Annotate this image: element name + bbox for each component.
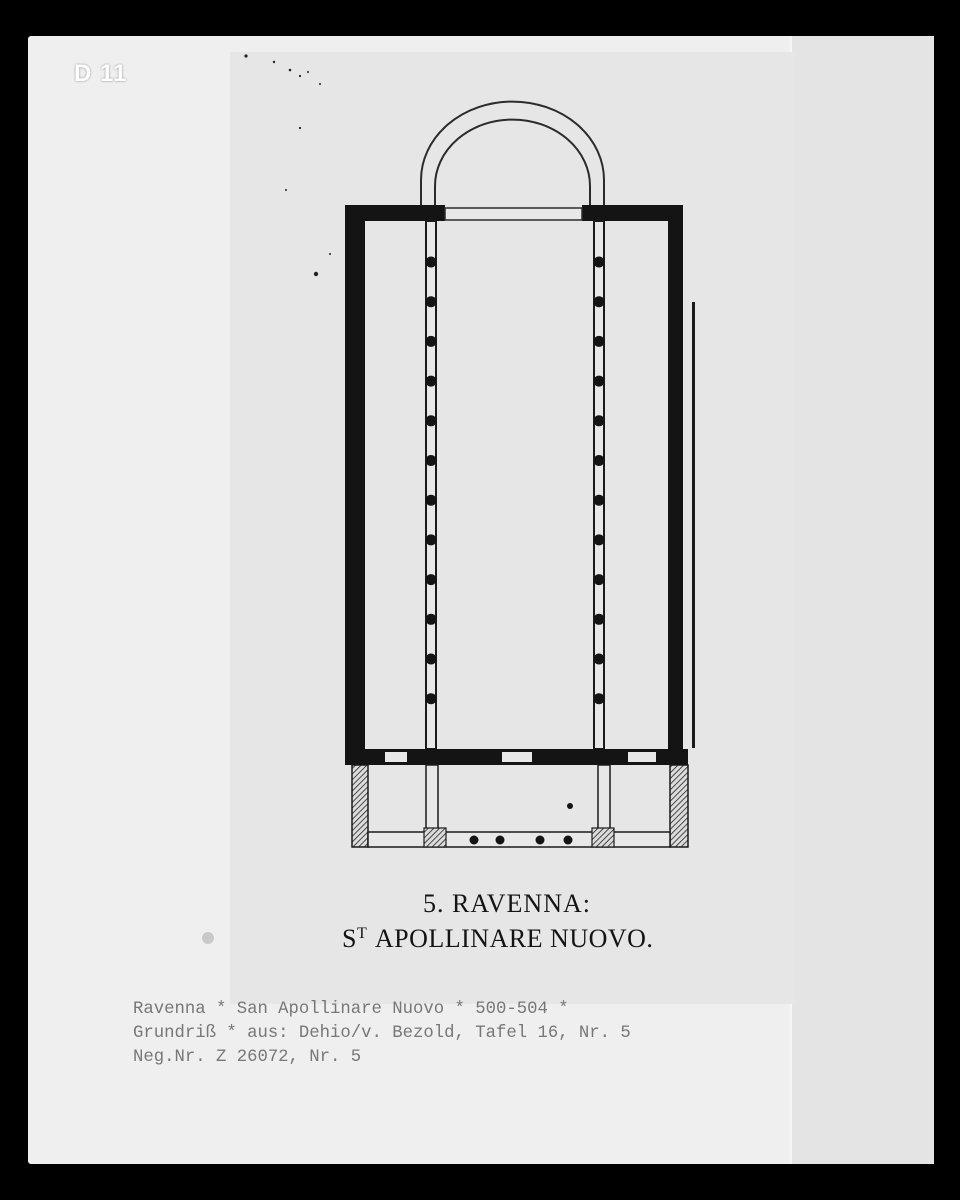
column [594,693,605,704]
column [594,455,605,466]
column [594,614,605,625]
column [426,574,437,585]
colonnades [426,221,604,749]
column [594,534,605,545]
plan-church-title [342,924,653,954]
caption-line-2: Grundriß * aus: Dehio/v. Bezold, Tafel 16, Nr. 5 [133,1024,631,1043]
column [426,336,437,347]
column [426,654,437,665]
caption-line-1: Ravenna * San Apollinare Nuovo * 500-504 * [133,1000,569,1019]
apse-opening [445,208,582,220]
column [594,415,605,426]
title-superscript: T [356,925,368,942]
column [426,614,437,625]
apse [421,102,604,208]
column [426,415,437,426]
slide-code-label: D 11 [74,60,128,87]
column [426,534,437,545]
column [426,296,437,307]
archive-caption [133,998,631,1070]
title-rest: APOLLINARE NUOVO. [374,924,654,953]
column [594,574,605,585]
column [426,376,437,387]
narthex [352,765,688,847]
column [594,376,605,387]
dust-specks [202,54,331,944]
column [426,257,437,268]
column [594,495,605,506]
column [594,336,605,347]
caption-line-3: Neg.Nr. Z 26072, Nr. 5 [133,1048,362,1067]
column [594,296,605,307]
outer-walls [345,205,683,765]
column [426,693,437,704]
plan-number-title: 5. RAVENNA: [423,889,591,918]
title-prefix: S [342,924,357,953]
narthex-wall [350,749,688,765]
scale-bar [692,302,695,748]
column [426,455,437,466]
column [594,654,605,665]
column [594,257,605,268]
column [426,495,437,506]
